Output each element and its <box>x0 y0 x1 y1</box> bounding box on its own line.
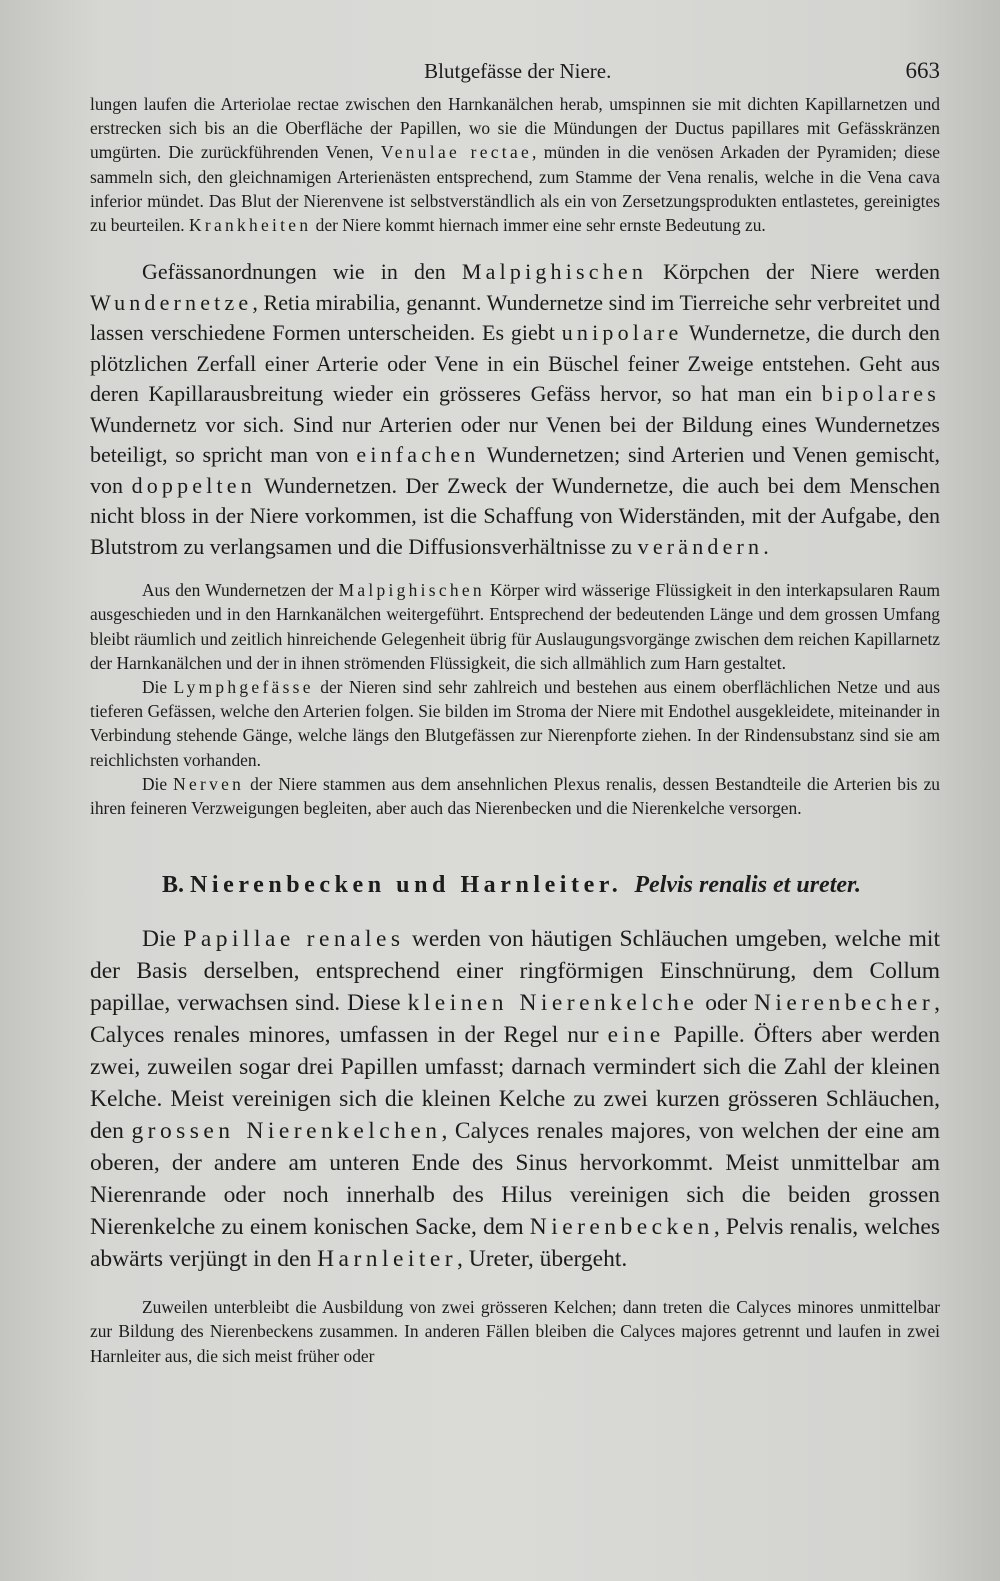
paragraph-wundernetze: Gefässanordnungen wie in den Malpighischen Körpchen der Niere werden Wundernetze, Retia mirabilia, genannt. Wundernetze sind im Tierreiche sehr verbreitet und lassen verschiedene Formen unterscheiden. Es giebt unipolare Wundernetze, die durch den plötzlichen Zerfall einer Arterie oder Vene in ein Büschel feiner Zweige entstehen. Geht aus deren Kapillarausbreitung wieder ein grösseres Gefäss hervor, so hat man ein bipolares Wundernetz vor sich. Sind nur Arterien oder nur Venen bei der Bildung eines Wundernetzes beteiligt, so spricht man von einfachen Wundernetzen; sind Arterien und Venen gemischt, von doppelten Wundernetzen. Der Zweck der Wundernetze, die auch bei dem Menschen nicht bloss in der Niere vorkommen, ist die Schaffung von Widerständen, mit der Aufgabe, den Blutstrom zu verlangsamen und die Diffusionsverhältnisse zu verändern. <box>90 259 941 559</box>
term-papillae-renales: Papillae renales <box>183 926 405 953</box>
term-lymphgefaesse: Lymphgefässe <box>173 677 314 698</box>
term-nerven: Nerven <box>173 773 245 794</box>
term-unipolare: unipolare <box>561 320 683 346</box>
term-venulae-rectae: Venulae rectae <box>380 142 532 163</box>
term-kleinen-nierenkelche: kleinen Nierenkelche <box>407 990 699 1017</box>
running-header <box>90 58 940 92</box>
section-latin-title: Pelvis renalis et ureter. <box>634 872 862 899</box>
term-nierenbecken: Nierenbecken <box>529 1214 714 1241</box>
term-einfachen: einfachen <box>356 442 480 468</box>
term-wundernetze: Wundernetze <box>90 289 253 315</box>
term-doppelten: doppelten <box>131 472 256 498</box>
page-number: 663 <box>905 58 940 83</box>
term-malpighischen: Malpighischen <box>461 259 648 285</box>
paragraph-arteriolae: lungen laufen die Arteriolae rectae zwischen den Harnkanälchen herab, umspinnen sie mit dichten Kapillarnetzen und erstrecken sich bis an die Oberfläche der Papillen, wo sie die Mündungen der Ductus papillares mit Gefässkränzen umgürten. Die zurückführenden Venen, Venulae rectae, münden in die venösen Arkaden der Pyramiden; diese sammeln sich, den gleichnamigen Arterienästen entsprechend, zum Stamme der Vena renalis, welche in die Vena cava inferior mündet. Das Blut der Nierenvene ist selbstverständlich als ein von Zersetzungsprodukten entlastetes, gereinigtes zu beurteilen. Krankheiten der Niere kommt hiernach immer eine sehr ernste Bedeutung zu. <box>90 94 941 236</box>
term-veraendern: verändern <box>637 533 764 559</box>
paragraph-nerven: Die Nerven der Niere stammen aus dem ansehnlichen Plexus renalis, dessen Bestandteile die Arterien bis zu ihren feineren Verzweigungen begleiten, aber auch das Nierenbecken und die Nierenkelche versorgen. <box>90 773 940 819</box>
term-krankheiten: Krankheiten <box>189 215 312 236</box>
term-eine: eine <box>607 1022 665 1049</box>
paragraph-malpighische-koerper: Aus den Wundernetzen der Malpighischen Körper wird wässerige Flüssigkeit in den interkapsularen Raum ausgeschieden und in den Harnkanälchen weitergeführt. Entsprechend der bedeutenden Länge und dem grossen Umfang bleibt räumlich und zeitlich hinreichende Gelegenheit übrig für Auslaugungsvorgänge zwischen dem reichen Kapillarnetz der Harnkanälchen und der in ihnen strömenden Flüssigkeit, die sich allmählich zum Harn gestaltet. <box>90 580 940 673</box>
term-bipolares: bipolares <box>821 381 940 407</box>
term-grossen-nierenkelchen: grossen Nierenkelchen <box>131 1118 442 1145</box>
section-prefix: B. <box>162 872 191 899</box>
term-malpighischen-2: Malpighischen <box>338 580 485 601</box>
paragraph-lymphgefaesse: Die Lymphgefässe der Nieren sind sehr zahlreich und bestehen aus einem oberflächlichen Netze und aus tieferen Gefässen, welche den Arterien folgen. Sie bilden im Stroma der Niere mit Endothel ausgekleidete, miteinander in Verbindung stehende Gänge, welche längs den Blutgefässen zur Nierenpforte ziehen. In der Rindensubstanz sind sie am reichlichsten vorhanden. <box>90 677 940 770</box>
section-title: Nierenbecken und Harnleiter. <box>190 872 623 899</box>
term-harnleiter: Harnleiter <box>317 1246 458 1273</box>
paragraph-nierenkelche: Die Papillae renales werden von häutigen Schläuchen umgeben, welche mit der Basis derselben, entsprechend einer ringförmigen Einschnürung, dem Collum papillae, verwachsen sind. Diese kleinen Nierenkelche oder Nierenbecher, Calyces renales minores, umfassen in der Regel nur eine Papille. Öfters aber werden zwei, zuweilen sogar drei Papillen umfasst; darnach vermindert sich die Zahl der kleinen Kelche. Meist vereinigen sich die kleinen Kelche zu zwei kurzen grösseren Schläuchen, den grossen Nierenkelchen, Calyces renales majores, von welchen der eine am oberen, der andere am unteren Ende des Sinus hervorkommt. Meist unmittelbar am Nierenrande oder noch innerhalb des Hilus vereinigen sich die beiden grossen Nierenkelche zu einem konischen Sacke, dem Nierenbecken, Pelvis renalis, welches abwärts verjüngt in den Harnleiter, Ureter, übergeht. <box>90 926 941 1273</box>
section-heading <box>90 872 940 899</box>
running-title: Blutgefässe der Niere. <box>424 59 612 83</box>
term-nierenbecher: Nierenbecher <box>753 990 935 1017</box>
paragraph-zuweilen: Zuweilen unterbleibt die Ausbildung von zwei grösseren Kelchen; dann treten die Calyces minores unmittelbar zur Bildung des Nierenbeckens zusammen. In anderen Fällen bleiben die Calyces majores getrennt und laufen in zwei Harnleiter aus, die sich meist früher oder <box>90 1297 940 1366</box>
